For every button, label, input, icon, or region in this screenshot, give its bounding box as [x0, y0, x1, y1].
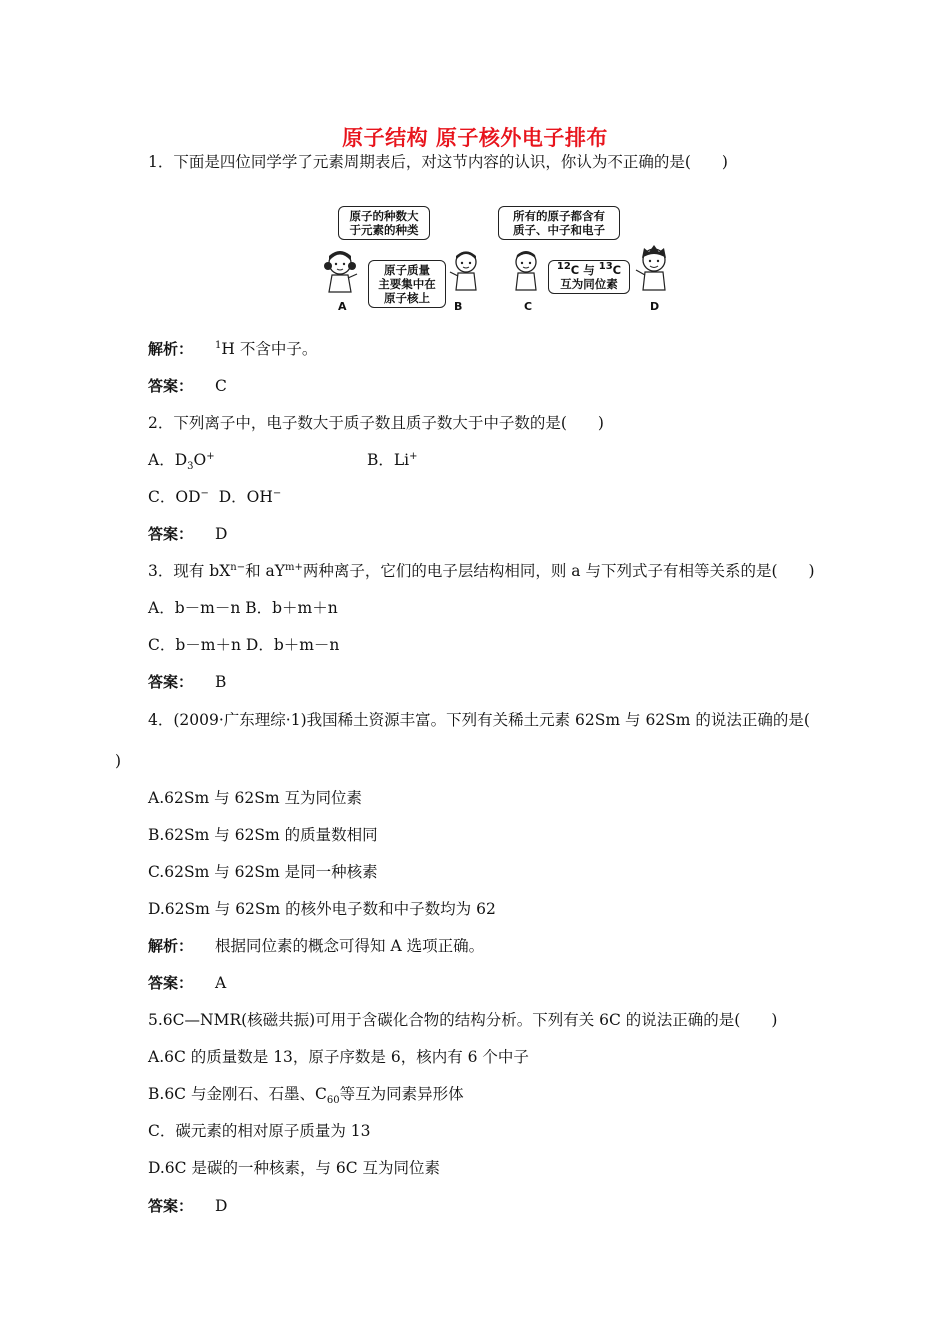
- bubble-a-line2: 于元素的种类: [349, 223, 419, 237]
- q2-text: 2．下列离子中，电子数大于质子数且质子数大于中子数的是( ): [148, 414, 604, 432]
- q4-analysis: 解析： 根据同位素的概念可得知 A 选项正确。: [148, 937, 485, 955]
- q3-option-ab: A．b－m－n B．b＋m＋n: [148, 599, 338, 617]
- student-c-icon: [508, 248, 544, 296]
- bubble-b-line2: 主要集中在: [378, 277, 436, 291]
- bubble-d-line2: 互为同位素: [560, 277, 618, 291]
- q5-answer: 答案： D: [148, 1197, 228, 1215]
- q2-option-b: B．Li+: [367, 450, 418, 469]
- student-d-icon: [634, 244, 674, 296]
- bubble-d: [548, 260, 630, 294]
- q3-answer: 答案： B: [148, 673, 227, 691]
- q5-option-a: A.6C 的质量数是 13，原子序数是 6，核内有 6 个中子: [148, 1048, 529, 1066]
- figure-label-a: A: [338, 300, 347, 313]
- q4-option-b: B.62Sm 与 62Sm 的质量数相同: [148, 826, 378, 844]
- bubble-d-line1: $^{12}$C 与 $^{13}$C: [556, 261, 622, 277]
- q1-figure: [318, 196, 678, 320]
- bubble-a: [338, 206, 430, 240]
- figure-label-d: D: [650, 300, 660, 313]
- page-title: 原子结构 原子核外电子排布: [342, 126, 608, 150]
- q1-analysis: 解析： $^1$H 不含中子。: [148, 339, 318, 358]
- q1-answer: 答案： C: [148, 377, 227, 395]
- bubble-b: [368, 260, 446, 308]
- q1-text: 1．下面是四位同学学了元素周期表后，对这节内容的认识，你认为不正确的是( ): [148, 153, 728, 171]
- bubble-c-line1: 所有的原子都含有: [513, 209, 605, 223]
- student-b-icon: [448, 248, 484, 296]
- q5-option-b: B.6C 与金刚石、石墨、$C_{60}$等互为同素异形体: [148, 1085, 464, 1107]
- bubble-b-line1: 原子质量: [384, 263, 430, 277]
- q4-answer: 答案： A: [148, 974, 227, 992]
- q5-option-c: C．碳元素的相对原子质量为 13: [148, 1122, 371, 1140]
- q5-option-d: D.6C 是碳的一种核素，与 6C 互为同位素: [148, 1159, 441, 1177]
- figure-label-b: B: [454, 300, 463, 313]
- q4-option-c: C.62Sm 与 62Sm 是同一种核素: [148, 863, 378, 881]
- bubble-b-line3: 原子核上: [384, 291, 430, 305]
- q4-option-d: D.62Sm 与 62Sm 的核外电子数和中子数均为 62: [148, 900, 496, 918]
- bubble-a-line1: 原子的种数大: [349, 209, 419, 223]
- student-a-icon: [320, 248, 360, 298]
- q2-option-a: A．$D_3O^+$: [148, 450, 215, 473]
- figure-label-c: C: [524, 300, 533, 313]
- q3-text: 3．现有 $bX^{n-}$和 $aY^{m+}$两种离子，它们的电子层结构相同，则 a 与下列式子有相等关系的是( ): [148, 561, 815, 580]
- q4-text-cont: ): [115, 752, 122, 770]
- bubble-c: [498, 206, 620, 240]
- q4-text: 4．(2009·广东理综·1)我国稀土资源丰富。下列有关稀土元素 62Sm 与 62Sm 的说法正确的是(: [148, 711, 810, 729]
- q2-answer: 答案： D: [148, 525, 228, 543]
- q4-option-a: A.62Sm 与 62Sm 互为同位素: [148, 789, 362, 807]
- q3-option-cd: C．b－m＋n D．b＋m－n: [148, 636, 340, 654]
- bubble-c-line2: 质子、中子和电子: [513, 223, 605, 237]
- q2-option-cd: C．OD− D．OH−: [148, 487, 282, 506]
- q5-text: 5.6C—NMR(核磁共振)可用于含碳化合物的结构分析。下列有关 6C 的说法正确的是( ): [148, 1011, 778, 1029]
